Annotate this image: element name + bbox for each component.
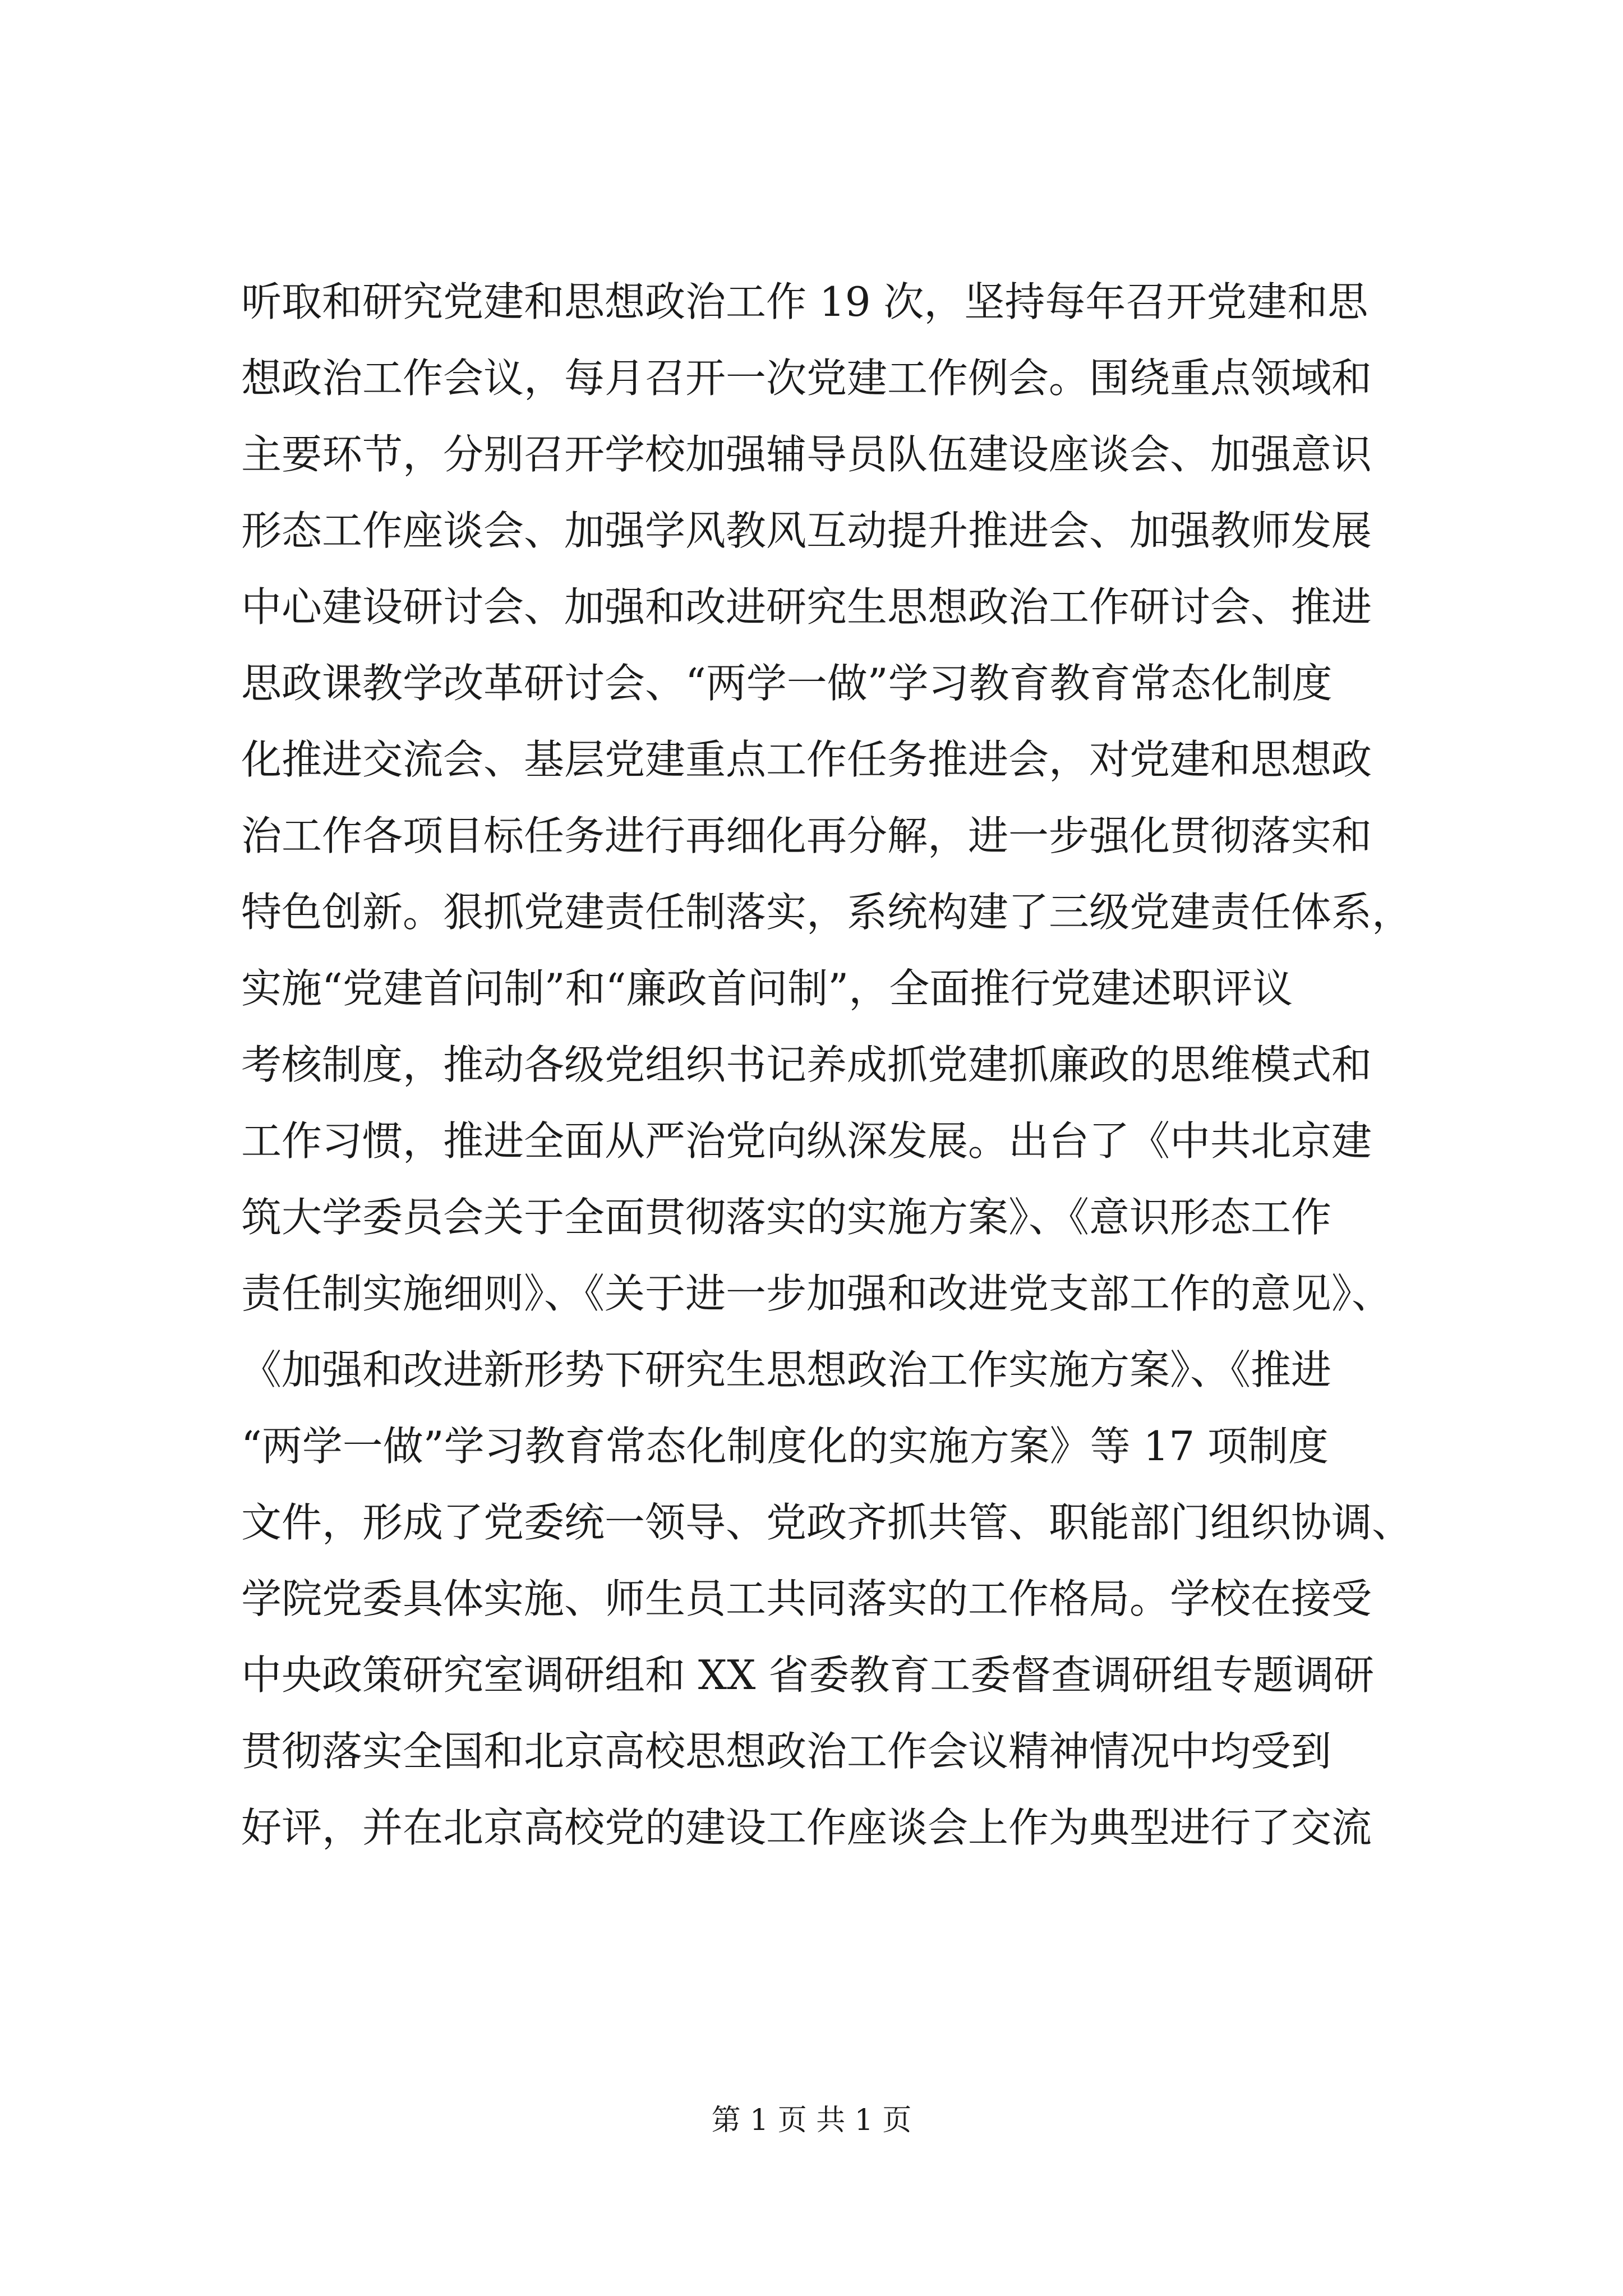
text-line-13: 筑大学委员会关于全面贯彻落实的实施方案》、《意识形态工作 [241,1194,1332,1241]
text-line-16: “两学一做”学习教育常态化制度化的实施方案》等 17 项制度 [241,1423,1329,1470]
text-line-11: 考核制度，推动各级党组织书记养成抓党建抓廉政的思维模式和 [241,1041,1372,1088]
text-line-10: 实施“党建首问制”和“廉政首问制”，全面推行党建述职评议 [241,965,1293,1012]
text-line-18: 学院党委具体实施、师生员工共同落实的工作格局。学校在接受 [241,1575,1372,1622]
text-line-15: 《加强和改进新形势下研究生思想政治工作实施方案》、《推进 [241,1346,1332,1393]
text-line-8: 治工作各项目标任务进行再细化再分解，进一步强化贯彻落实和 [241,812,1372,859]
text-line-19: 中央政策研究室调研组和 XX 省委教育工委督查调研组专题调研 [241,1651,1375,1699]
text-line-12: 工作习惯，推进全面从严治党向纵深发展。出台了《中共北京建 [241,1117,1372,1165]
text-line-7: 化推进交流会、基层党建重点工作任务推进会，对党建和思想政 [241,736,1372,783]
text-line-4: 形态工作座谈会、加强学风教风互动提升推进会、加强教师发展 [241,507,1372,554]
text-line-6: 思政课教学改革研讨会、“两学一做”学习教育教育常态化制度 [241,660,1332,707]
page-number-footer: 第 1 页 共 1 页 [711,2104,912,2137]
text-line-9: 特色创新。狠抓党建责任制落实，系统构建了三级党建责任体系， [241,889,1413,936]
text-line-3: 主要环节，分别召开学校加强辅导员队伍建设座谈会、加强意识 [241,431,1372,478]
text-line-20: 贯彻落实全国和北京高校思想政治工作会议精神情况中均受到 [241,1728,1332,1775]
text-line-17: 文件，形成了党委统一领导、党政齐抓共管、职能部门组织协调、 [241,1499,1413,1546]
text-line-14: 责任制实施细则》、《关于进一步加强和改进党支部工作的意见》、 [241,1270,1393,1317]
text-line-2: 想政治工作会议，每月召开一次党建工作例会。围绕重点领域和 [241,355,1372,402]
body-text [241,264,1453,1866]
text-line-21: 好评，并在北京高校党的建设工作座谈会上作为典型进行了交流 [241,1804,1372,1851]
text-line-5: 中心建设研讨会、加强和改进研究生思想政治工作研讨会、推进 [241,583,1372,631]
text-line-1: 听取和研究党建和思想政治工作 19 次，坚持每年召开党建和思 [241,278,1368,325]
